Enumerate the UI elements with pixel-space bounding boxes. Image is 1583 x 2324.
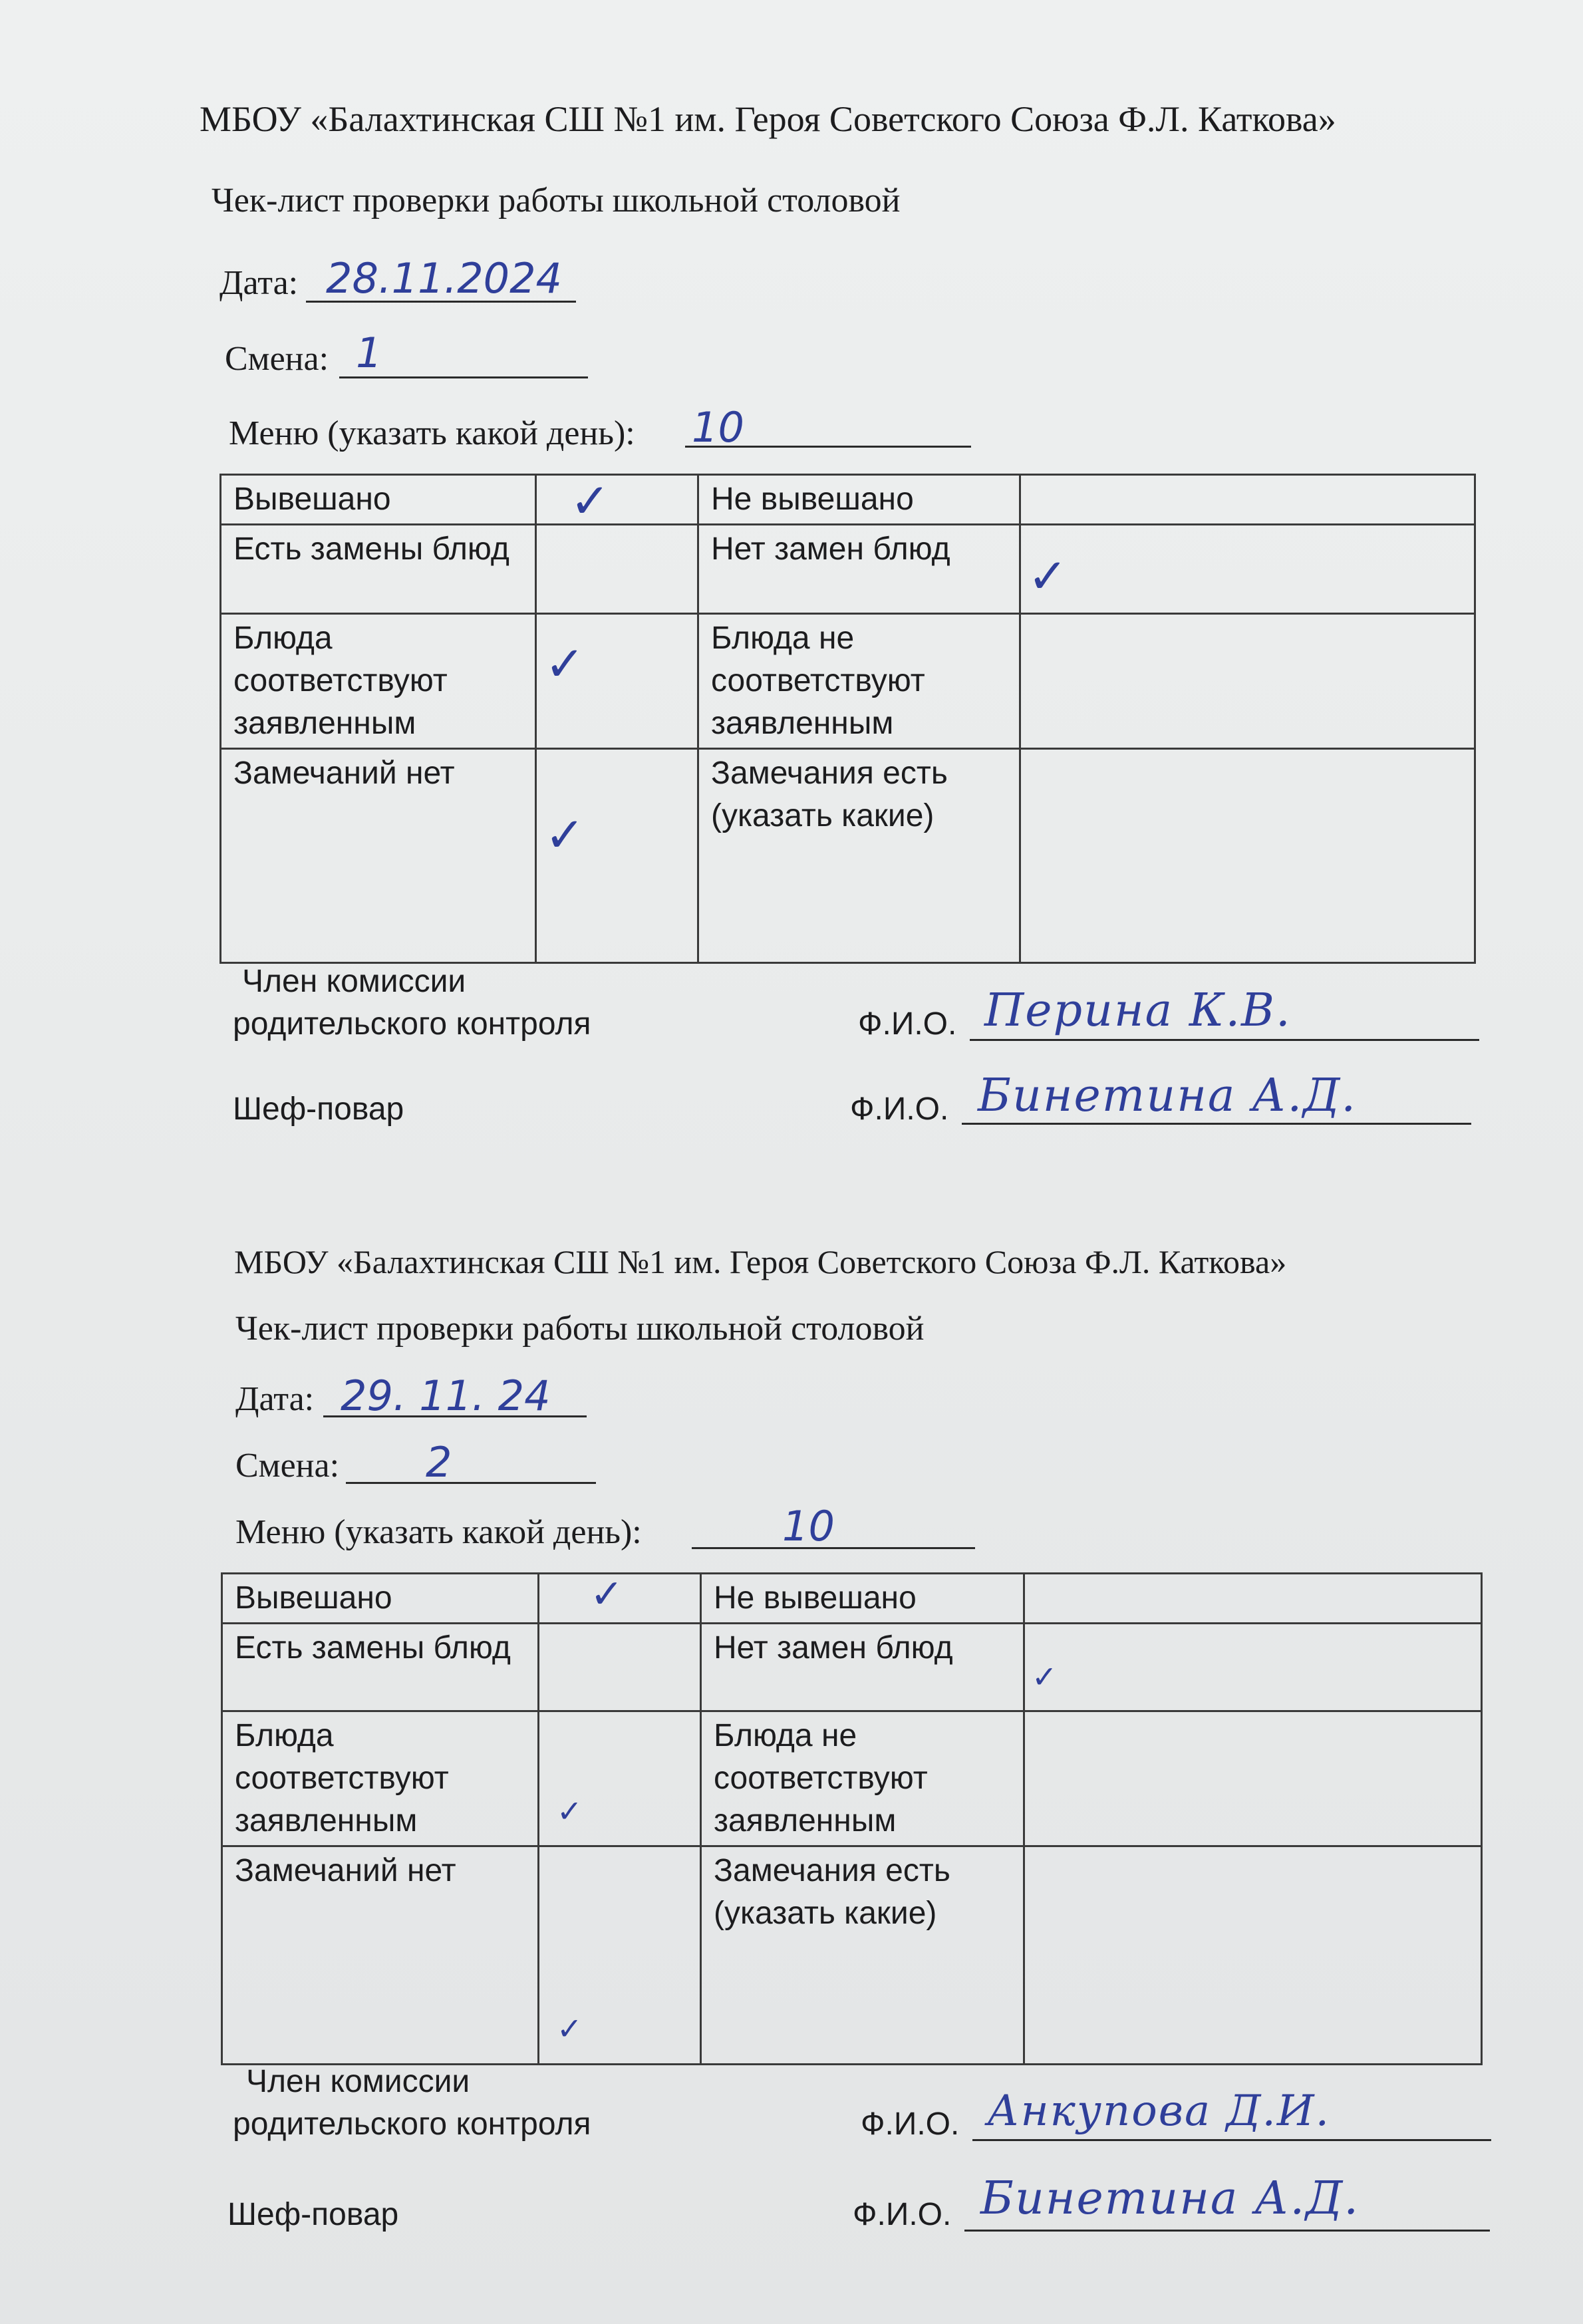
check-mark: ✓	[545, 807, 585, 863]
check-table	[221, 1572, 1483, 2065]
member-label: Член комиссии	[242, 964, 466, 999]
chef-signature: Бинетина А.Д.	[980, 2172, 1360, 2225]
check-mark: ✓	[1028, 548, 1068, 604]
mark-cell	[539, 1711, 701, 1846]
org-title: МБОУ «Балахтинская СШ №1 им. Героя Советского Союза Ф.Л. Каткова»	[200, 99, 1336, 139]
shift-label: Смена:	[235, 1447, 340, 1485]
row-label-remarks: Замечания есть (указать какие)	[701, 1846, 1024, 2065]
row-label-posted: Вывешано	[222, 1574, 539, 1624]
mark-cell	[1024, 1711, 1482, 1846]
table-row	[222, 1846, 1482, 2065]
table-row	[222, 1624, 1482, 1711]
member-underline	[970, 1039, 1479, 1041]
check-mark: ✓	[1032, 1659, 1058, 1695]
mark-cell	[1024, 1624, 1482, 1711]
shift-value: 2	[426, 1438, 452, 1487]
member-underline	[972, 2139, 1491, 2141]
remarks-cell	[1020, 749, 1475, 963]
checklist-1	[0, 0, 1583, 1131]
menu-label: Меню (указать какой день):	[229, 414, 635, 452]
row-label-match: Блюда соответствуют заявленным	[222, 1711, 539, 1846]
row-label-posted: Вывешано	[221, 475, 536, 525]
date-value: 28.11.2024	[326, 254, 562, 303]
chef-label: Шеф-повар	[233, 1091, 404, 1127]
fio-label: Ф.И.О.	[850, 1091, 949, 1127]
table-row	[221, 749, 1475, 963]
member-label-2: родительского контроля	[233, 1006, 591, 1042]
form-title: Чек-лист проверки работы школьной столовой	[235, 1310, 925, 1348]
check-mark: ✓	[557, 1793, 583, 1829]
table-row	[221, 614, 1475, 749]
table-row	[221, 475, 1475, 525]
table-row	[222, 1711, 1482, 1846]
chef-label: Шеф-повар	[227, 2197, 399, 2232]
member-signature: Перина К.В.	[984, 984, 1292, 1037]
row-label-no-remarks: Замечаний нет	[222, 1846, 539, 2065]
menu-value: 10	[782, 1502, 835, 1550]
table-row	[221, 525, 1475, 614]
fio-label: Ф.И.О.	[858, 1006, 957, 1042]
member-label: Член комиссии	[246, 2064, 470, 2099]
member-signature: Анкупова Д.И.	[987, 2087, 1330, 2136]
menu-label: Меню (указать какой день):	[235, 1513, 642, 1551]
date-label: Дата:	[235, 1380, 315, 1418]
fio-label: Ф.И.О.	[853, 2197, 952, 2232]
row-label-not-posted: Не вывешано	[701, 1574, 1024, 1624]
mark-cell	[539, 1624, 701, 1711]
check-table	[219, 474, 1476, 964]
check-mark: ✓	[590, 1571, 624, 1618]
shift-underline	[346, 1482, 596, 1484]
mark-cell	[539, 1571, 701, 1624]
shift-value: 1	[356, 329, 382, 377]
row-label-mismatch: Блюда не соответствуют заявленным	[701, 1711, 1024, 1846]
fio-label: Ф.И.О.	[861, 2106, 960, 2142]
mark-cell	[1020, 614, 1475, 749]
row-label-remarks: Замечания есть (указать какие)	[698, 749, 1020, 963]
mark-cell	[536, 749, 698, 963]
shift-label: Смена:	[225, 340, 329, 378]
check-mark: ✓	[545, 636, 585, 692]
row-label-no-substitutions: Нет замен блюд	[701, 1624, 1024, 1711]
chef-signature: Бинетина А.Д.	[978, 1070, 1358, 1122]
form-title: Чек-лист проверки работы школьной столовой	[212, 182, 901, 219]
chef-underline	[962, 1123, 1471, 1125]
check-mark: ✓	[570, 473, 611, 529]
remarks-cell	[1024, 1846, 1482, 2065]
menu-value: 10	[692, 403, 744, 452]
mark-cell	[536, 473, 698, 529]
row-label-match: Блюда соответствуют заявленным	[221, 614, 536, 749]
mark-cell	[1020, 475, 1475, 525]
member-label-2: родительского контроля	[233, 2106, 591, 2142]
mark-cell	[1020, 525, 1475, 614]
table-row	[222, 1574, 1482, 1624]
date-label: Дата:	[219, 264, 299, 302]
row-label-substitutions: Есть замены блюд	[222, 1624, 539, 1711]
row-label-no-remarks: Замечаний нет	[221, 749, 536, 963]
mark-cell	[1024, 1574, 1482, 1624]
mark-cell	[539, 1846, 701, 2065]
check-mark: ✓	[557, 2011, 583, 2047]
mark-cell	[536, 525, 698, 614]
row-label-no-substitutions: Нет замен блюд	[698, 525, 1020, 614]
org-title: МБОУ «Балахтинская СШ №1 им. Героя Советского Союза Ф.Л. Каткова»	[234, 1243, 1287, 1280]
chef-underline	[964, 2230, 1490, 2232]
mark-cell	[536, 614, 698, 749]
row-label-mismatch: Блюда не соответствуют заявленным	[698, 614, 1020, 749]
row-label-substitutions: Есть замены блюд	[221, 525, 536, 614]
row-label-not-posted: Не вывешано	[698, 475, 1020, 525]
date-value: 29. 11. 24	[341, 1372, 551, 1420]
